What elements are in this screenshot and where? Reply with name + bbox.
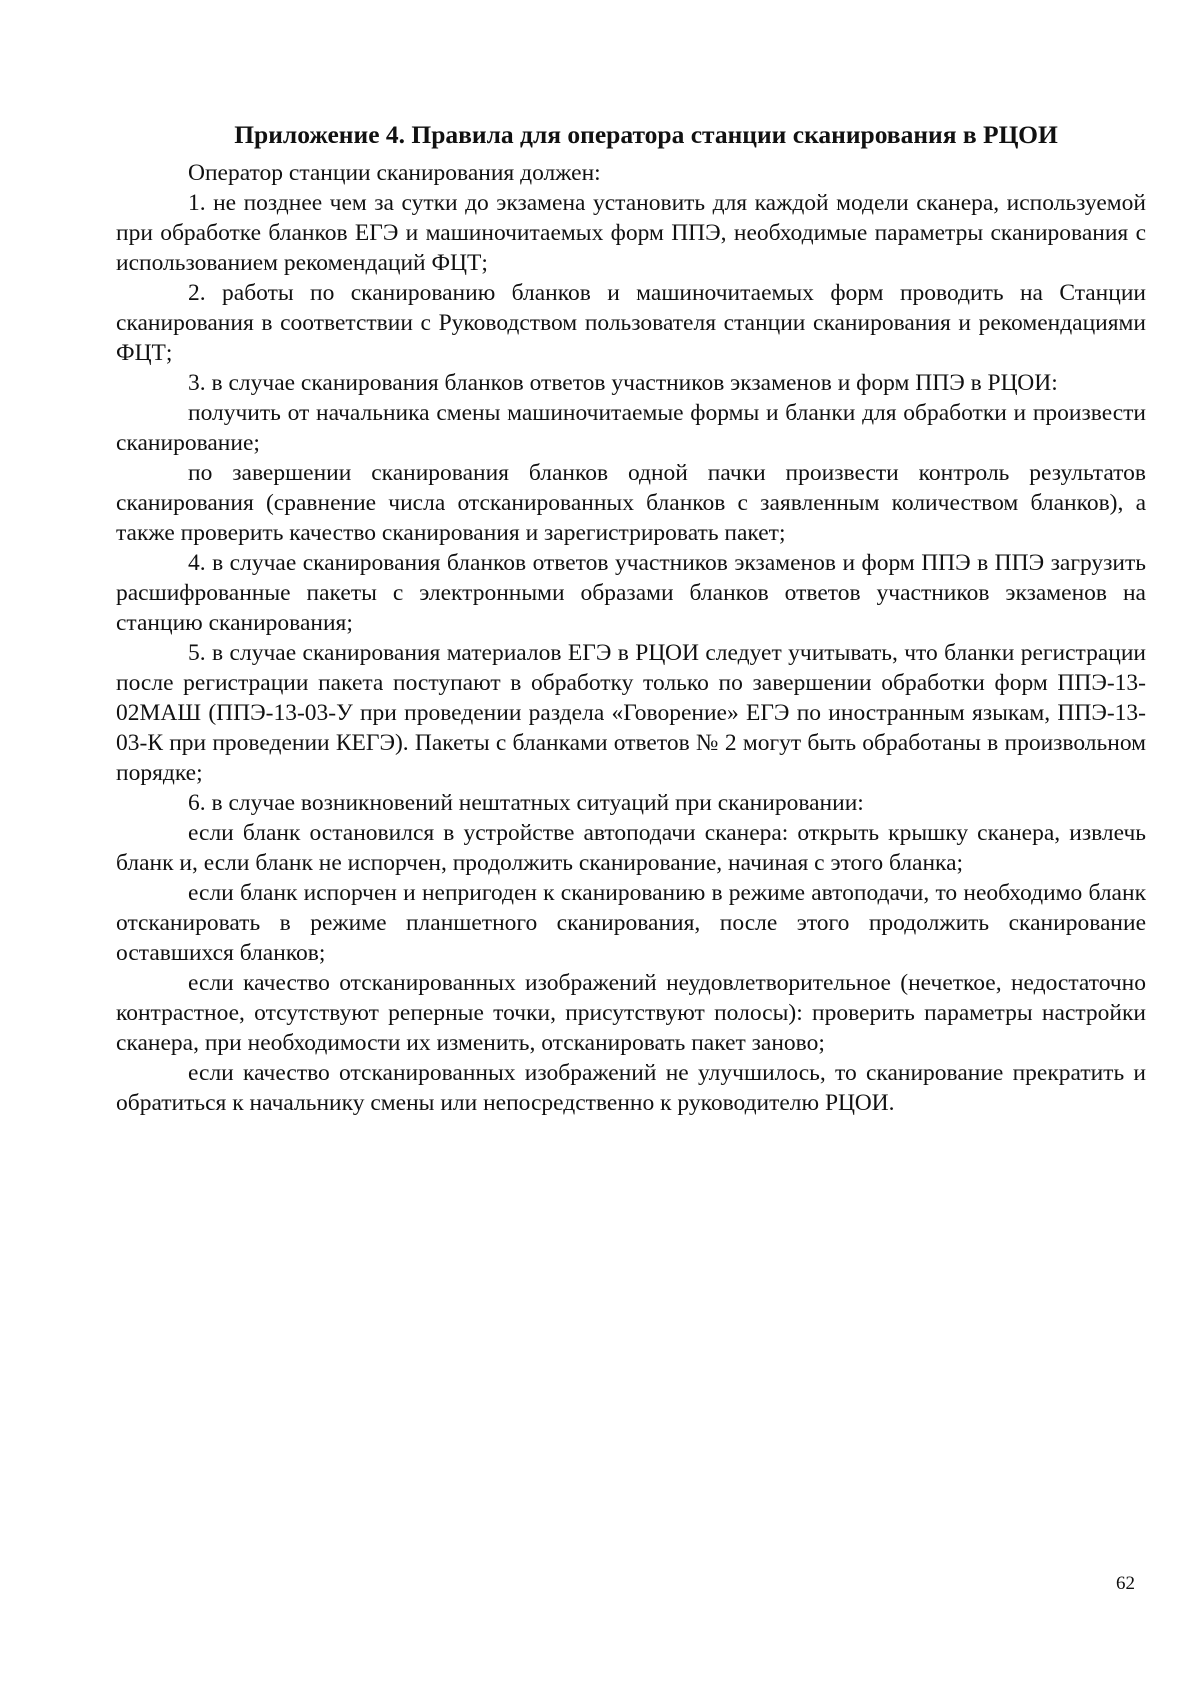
paragraph-intro: Оператор станции сканирования должен: xyxy=(188,160,601,186)
paragraph-item-3-sub-1: получить от начальника смены машиночитаемые формы и бланки для обработки и произвести сканирование; xyxy=(116,400,1146,456)
paragraph-item-1: 1. не позднее чем за сутки до экзамена установить для каждой модели сканера, используемой при обработке бланков ЕГЭ и машиночитаемых форм ППЭ, необходимые параметры сканирования с использованием рекомендаций ФЦТ; xyxy=(116,190,1146,276)
paragraph-item-6-sub-2: если бланк испорчен и непригоден к сканированию в режиме автоподачи, то необходимо бланк отсканировать в режиме планшетного сканирования, после этого продолжить сканирование оставшихся бланков; xyxy=(116,880,1146,966)
page-number: 62 xyxy=(1116,1573,1135,1594)
paragraph-item-6: 6. в случае возникновений нештатных ситуаций при сканировании: xyxy=(188,790,864,816)
paragraph-item-3: 3. в случае сканирования бланков ответов участников экзаменов и форм ППЭ в РЦОИ: xyxy=(188,370,1058,396)
paragraph-item-3-sub-2: по завершении сканирования бланков одной пачки произвести контроль результатов сканирования (сравнение числа отсканированных бланков с заявленным количеством бланков), а также проверить качество сканирования и зарегистрировать пакет; xyxy=(116,460,1146,546)
paragraph-item-2: 2. работы по сканированию бланков и машиночитаемых форм проводить на Станции сканирования в соответствии с Руководством пользователя станции сканирования и рекомендациями ФЦТ; xyxy=(116,280,1146,366)
document-page xyxy=(116,118,1146,1118)
paragraph-item-5: 5. в случае сканирования материалов ЕГЭ в РЦОИ следует учитывать, что бланки регистрации после регистрации пакета поступают в обработку только по завершении обработки форм ППЭ-13-02МАШ (ППЭ-13-03-У при проведении раздела «Говорение» ЕГЭ по иностранным языкам, ППЭ-13-03-К при проведении КЕГЭ). Пакеты с бланками ответов № 2 могут быть обработаны в произвольном порядке; xyxy=(116,640,1146,786)
paragraph-item-4: 4. в случае сканирования бланков ответов участников экзаменов и форм ППЭ в ППЭ загрузить расшифрованные пакеты с электронными образами бланков ответов участников экзаменов на станцию сканирования; xyxy=(116,550,1146,636)
paragraph-item-6-sub-4: если качество отсканированных изображений не улучшилось, то сканирование прекратить и обратиться к начальнику смены или непосредственно к руководителю РЦОИ. xyxy=(116,1060,1146,1116)
paragraph-item-6-sub-1: если бланк остановился в устройстве автоподачи сканера: открыть крышку сканера, извлечь бланк и, если бланк не испорчен, продолжить сканирование, начиная с этого бланка; xyxy=(116,820,1146,876)
document-title: Приложение 4. Правила для оператора станции сканирования в РЦОИ xyxy=(234,120,1058,149)
paragraph-item-6-sub-3: если качество отсканированных изображений неудовлетворительное (нечеткое, недостаточно контрастное, отсутствуют реперные точки, присутствуют полосы): проверить параметры настройки сканера, при необходимости их изменить, отсканировать пакет заново; xyxy=(116,970,1146,1056)
